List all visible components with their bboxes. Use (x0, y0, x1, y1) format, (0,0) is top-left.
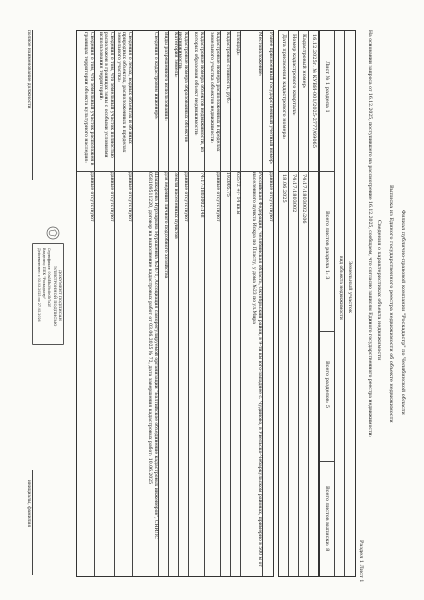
row-label: Сведения о лесах, водных объектах и об иных природных объектах, расположенных в пределах земельного участка: (115, 31, 133, 171)
position-caption: полное наименование должности (26, 30, 31, 109)
row-value: данные отсутствуют (115, 171, 133, 576)
stamp-line: ЭЛЕКТРОННОЙ ПОДПИСЬЮ (53, 266, 58, 327)
stamp-line: ДОКУМЕНТ ПОДПИСАН (58, 270, 63, 321)
document-subtitle: Сведения о характеристиках объекта недвижимости (376, 220, 382, 361)
row-label: Сведения о том, что земельный участок расположен в границах территории объекта культурного наследия: (77, 31, 95, 171)
identifiers-table (278, 30, 320, 577)
row-label: Ранее присвоенный государственный учетный номер: (268, 32, 273, 165)
cad-number-value: 74:17:1803002:206 (301, 174, 307, 224)
agency-name: Филиал публично-правовой компании "Роскадастр" по Челябинской области (400, 210, 406, 415)
quarter-label: Номер кадастрового квартала: (291, 34, 297, 116)
row-value: 63572 +/- 14 кв.м (231, 171, 241, 576)
stamp-line: Сертификат: 00a54fa39c8e3b7a2f (47, 248, 51, 307)
row-value: для ведения личного подсобного хозяйства (159, 171, 169, 576)
section-label: Раздел 1 Лист 1 (358, 540, 364, 583)
assigned-value: 18.06.2025 (281, 174, 287, 203)
quarter-value: 74:17:1803002 (291, 174, 297, 213)
row-label: Виды разрешенного использования: (159, 31, 169, 171)
row-label: Категория земель: (169, 31, 179, 171)
row-label: Сведения о кадастровом инженере: (133, 31, 159, 171)
stamp-line: Действителен: с 03.03.2025 по 27.05.2026 (37, 248, 41, 322)
sheets-total: Всего листов выписки: 8 (324, 486, 330, 552)
row-label: Местоположение: (241, 31, 263, 171)
row-value: данные отсутствуют (95, 171, 115, 576)
sheets-in-section: Всего листов раздела 1: 3 (324, 211, 330, 280)
row-value: Шашкарова Нурзарына Нурашевна №2671, Ассоциация саморегулируемой организации "Балтийское объединение кадастровых инженеров", СНИЛС 058109511220, договор на выполнение кадастровых работ от 03.06.2025 № 72, дата завершения кадастровых работ: 10.06.2025 (133, 171, 159, 576)
row-value: данные отсутствуют (268, 172, 273, 222)
initials-caption: инициалы, фамилия (26, 480, 31, 528)
row-label: Площадь: (231, 31, 241, 171)
sections-total: Всего разделов: 5 (324, 361, 330, 409)
row-value: данные отсутствуют (205, 171, 221, 576)
row-value: 192005.75 (221, 171, 231, 576)
row-label: Кадастровые номера образованных объектов недвижимости: (179, 31, 189, 171)
row-label: Кадастровые номера объектов недвижимости, из которых образован объект недвижимости: (189, 31, 205, 171)
sheet-number: Лист № 1 раздела 1 (324, 61, 330, 113)
characteristics-table (76, 30, 274, 577)
request-date-number: 16.12.2025г. № КУВИ-001/2025-2777/69065 (311, 34, 317, 148)
object-kind-caption: вид объекта недвижимости (338, 256, 343, 320)
stamp-line: Владелец: ППК "Роскадастр" (42, 248, 46, 300)
row-value: Российская Федерация, Челябинская область, Октябрьский район, в 9-ти км юго-западнее с. Чудиново, в Увельско-Чебаркульском районах, примерно в 500 м от населенного пункта Искра по Пласту, у дома №23 по ул.Мира (241, 171, 263, 576)
e-signature-stamp (32, 243, 64, 345)
row-value: данные отсутствуют (179, 171, 189, 576)
row-label: Сведения о том, что земельный участок полностью расположен в границах зоны с особыми условиями использования территорий: (95, 31, 115, 171)
document-title: Выписка из Единого государственного реестра недвижимости об объекте недвижимости (388, 185, 394, 423)
cad-number-label: Кадастровый номер: (301, 34, 307, 89)
row-label: Кадастровая стоимость, руб.: (221, 31, 231, 171)
assigned-label: Дата присвоения кадастрового номера: (281, 34, 287, 140)
row-value: 74:17:1803002:148 (189, 171, 205, 576)
row-label: Кадастровые номера расположенных в пределах земельного участка объектов недвижимости: (205, 31, 221, 171)
emblem-icon (46, 226, 60, 240)
sheet-header-table (318, 30, 356, 577)
row-value: данные отсутствуют (77, 171, 95, 576)
object-type: Земельный участок (347, 261, 353, 313)
row-value: Земли населенных пунктов (169, 171, 179, 576)
request-basis: На основании запроса от 16.12.2025, поступившего на рассмотрение 16.12.2025, сообщаем, что согласно записям Единого государственного реестра недвижимости: (367, 30, 372, 438)
